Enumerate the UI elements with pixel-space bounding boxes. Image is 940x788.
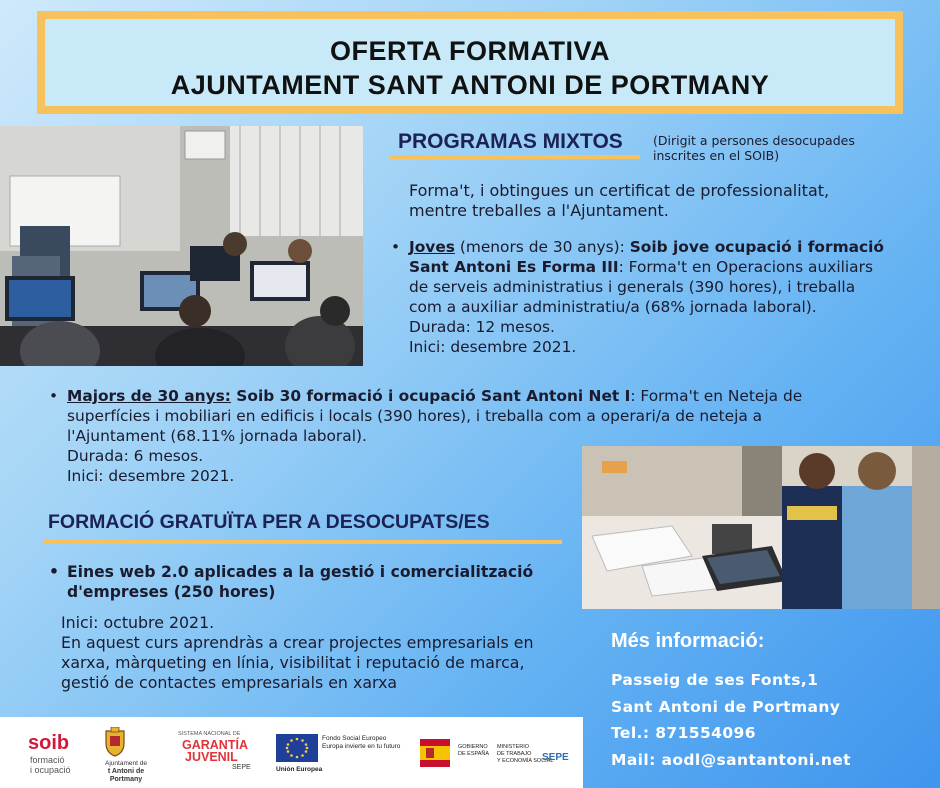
majors-line1-rest: : Forma't en Neteja de xyxy=(630,387,803,405)
gob-line-1: GOBIERNO xyxy=(458,744,488,750)
mixtos-note xyxy=(653,133,855,163)
ajuntament-logo-text xyxy=(98,760,154,784)
eu-flag-icon xyxy=(276,734,318,762)
majors-start: Inici: desembre 2021. xyxy=(67,467,235,485)
gratuita-course-line-2: d'empreses (250 hores) xyxy=(67,583,276,601)
mixtos-heading: PROGRAMAS MIXTOS xyxy=(398,130,623,153)
mixtos-note-line-2: inscrites en el SOIB) xyxy=(653,148,780,163)
title-box xyxy=(37,11,903,114)
eu-logo-text xyxy=(322,735,400,751)
gratuita-course-line-1: • Eines web 2.0 aplicades a la gestió i comercialització xyxy=(67,563,534,581)
eu-line-2: Europa invierte en tu futuro xyxy=(322,743,401,750)
gratuita-start: Inici: octubre 2021. xyxy=(61,613,215,632)
gratuita-desc-line-3: gestió de contactes empresarials en xarxa xyxy=(61,673,398,692)
soib-logo-sub xyxy=(30,755,71,775)
garantia-1: GARANTÍA xyxy=(182,738,248,752)
info-phone: Tel.: 871554096 xyxy=(611,724,756,742)
sepe-logo: SEPE xyxy=(542,752,569,763)
gratuita-desc xyxy=(61,613,533,693)
classroom-photo xyxy=(0,126,363,366)
joves-line-4: com a auxiliar administratiu/a (68% jornada laboral). xyxy=(409,298,817,316)
joves-program-name: Soib jove ocupació i formació xyxy=(629,238,884,256)
info-mail[interactable]: Mail: aodl@santantoni.net xyxy=(611,750,851,769)
gratuita-underline xyxy=(44,540,562,544)
joves-label: Joves xyxy=(409,238,455,256)
office-photo xyxy=(582,446,940,609)
mixtos-intro-line-1: Forma't, i obtingues un certificat de professionalitat, xyxy=(409,181,830,200)
garantia-top: SISTEMA NACIONAL DE xyxy=(178,731,241,737)
title-line-1: OFERTA FORMATIVA xyxy=(330,36,610,66)
gratuita-desc-line-1: En aquest curs aprendràs a crear projectes empresarials en xyxy=(61,633,534,652)
eu-line-1: Fondo Social Europeo xyxy=(322,735,387,742)
gratuita-course xyxy=(67,562,567,602)
majors-duration: Durada: 6 mesos. xyxy=(67,447,204,465)
joves-start: Inici: desembre 2021. xyxy=(409,338,577,356)
mixtos-underline xyxy=(390,155,640,159)
ajuntament-line-2: t Antoni de Portmany xyxy=(107,768,145,783)
joves-item xyxy=(409,237,921,357)
min-line-2: DE TRABAJO xyxy=(497,751,532,757)
joves-line2-rest: : Forma't en Operacions auxiliars xyxy=(618,258,873,276)
mixtos-intro-line-2: mentre treballes a l'Ajuntament. xyxy=(409,201,669,220)
min-line-1: MINISTERIO xyxy=(497,744,530,750)
mixtos-note-line-1: (Dirigit a persones desocupades xyxy=(653,133,855,148)
gratuita-heading: FORMACIÓ GRATUÏTA PER A DESOCUPATS/ES xyxy=(48,511,490,533)
garantia-2: JUVENIL xyxy=(185,750,238,764)
majors-program-name: Soib 30 formació i ocupació Sant Antoni Net I xyxy=(230,387,631,405)
garantia-sepe: SEPE xyxy=(232,764,251,771)
joves-line1-rest: (menors de 30 anys): xyxy=(454,238,630,256)
info-block xyxy=(611,667,851,773)
eu-label: Unión Europea xyxy=(276,766,323,773)
joves-line-3: de serveis administratius i generals (390 hores), i treballa xyxy=(409,278,856,296)
title-line-2: AJUNTAMENT SANT ANTONI DE PORTMANY xyxy=(170,70,770,100)
majors-line-2: superfícies i mobiliari en edificis i locals (390 hores), i treballa com a operari/a de neteja a xyxy=(67,407,763,425)
soib-logo-text: soib xyxy=(28,732,70,754)
ajuntament-shield-icon xyxy=(104,727,126,757)
majors-label: Majors de 30 anys: xyxy=(67,387,231,405)
min-line-3: Y ECONOMÍA SOCIAL xyxy=(497,758,554,764)
gobierno-text xyxy=(458,744,489,758)
gob-line-2: DE ESPAÑA xyxy=(458,751,490,757)
ajuntament-line-1: Ajuntament de xyxy=(105,760,147,767)
majors-line-3: l'Ajuntament (68.11% jornada laboral). xyxy=(67,427,367,445)
info-city: Sant Antoni de Portmany xyxy=(611,697,841,716)
soib-sub-1: formació xyxy=(30,755,65,765)
spain-coat-icon xyxy=(420,739,450,767)
mixtos-intro xyxy=(409,181,829,221)
footer-logos xyxy=(0,717,583,788)
joves-program-name-2: Sant Antoni Es Forma III xyxy=(409,258,619,276)
info-address: Passeig de ses Fonts,1 xyxy=(611,671,819,689)
joves-duration: Durada: 12 mesos. xyxy=(409,318,555,336)
gratuita-desc-line-2: xarxa, màrqueting en línia, visibilitat i reputació de marca, xyxy=(61,653,525,672)
soib-sub-2: i ocupació xyxy=(30,765,71,775)
info-heading: Més informació: xyxy=(611,630,765,652)
